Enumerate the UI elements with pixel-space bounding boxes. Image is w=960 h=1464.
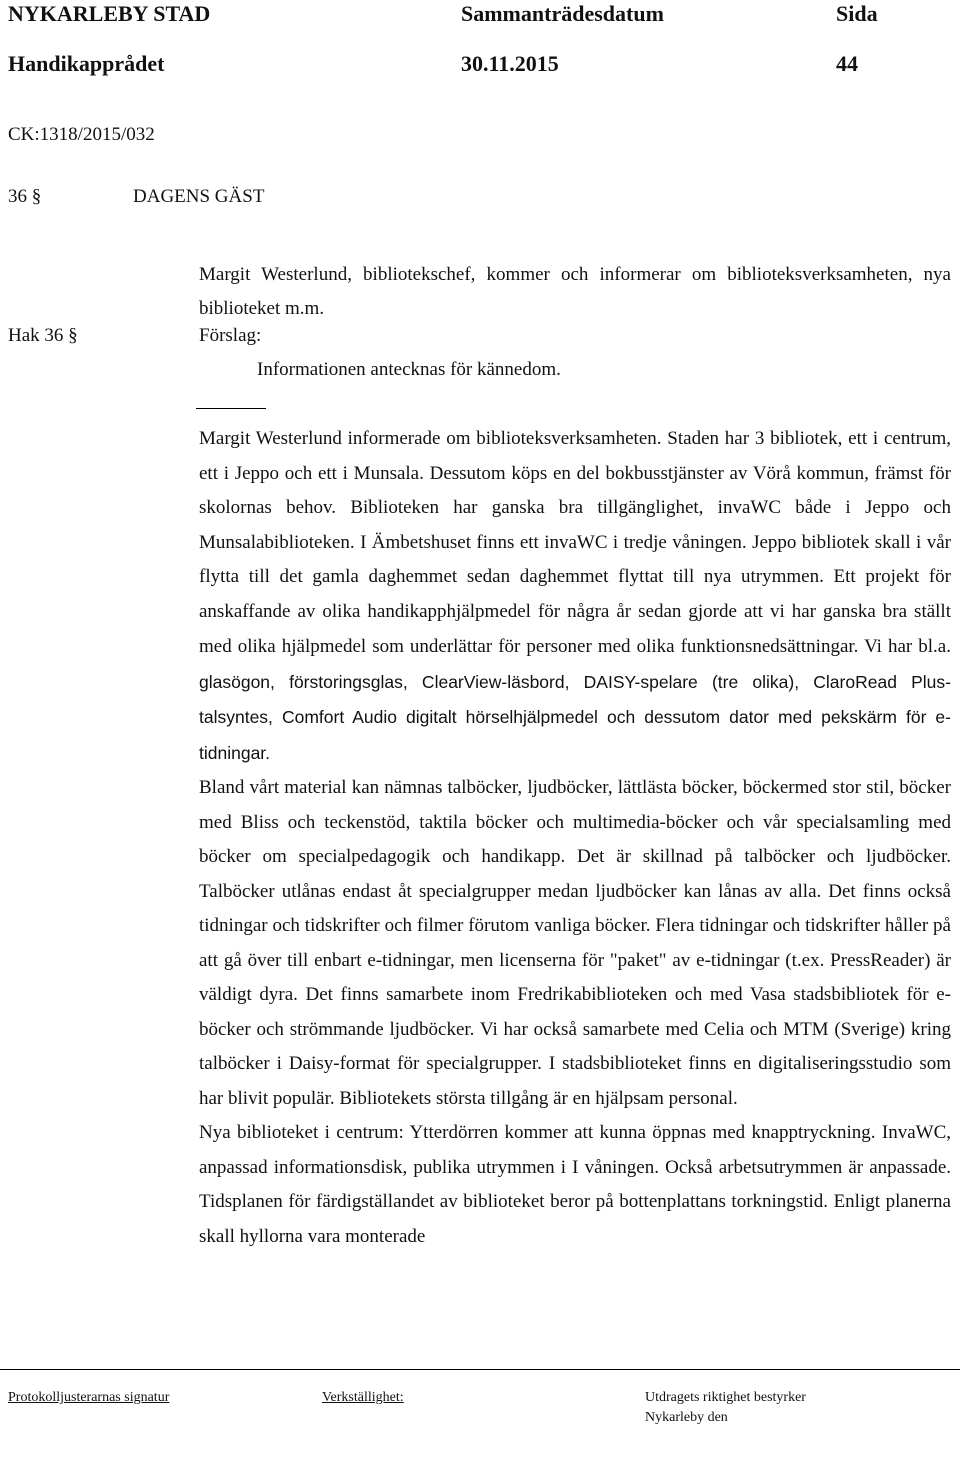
signature-label (8, 1388, 169, 1408)
paragraph-1-sans: glasögon, förstoringsglas, ClearView-läsbord, DAISY-spelare (tre olika), ClaroRead Plus-talsyntes, Comfort Audio digitalt hörselhjälpmedel och dessutom dator med pekskärm för e-tidningar. (199, 671, 951, 763)
certified-label: Utdragets riktighet bestyrker (645, 1390, 806, 1405)
hak-label (8, 324, 78, 348)
execution-label-text: Verkställighet: (322, 1390, 404, 1405)
proposal-text: Informationen antecknas för kännedom. (257, 359, 561, 380)
page-label: Sida (836, 1, 878, 26)
hak-label-text: Hak 36 (8, 325, 64, 346)
signature-label-text: Protokolljusterarnas signatur (8, 1390, 170, 1405)
proposal-label: Förslag: (199, 325, 262, 346)
case-number: CK:1318/2015/032 (8, 124, 155, 145)
paragraph-2: Bland vårt material kan nämnas talböcker, ljudböcker, lättlästa böcker, böckermed stor stil, böcker med Bliss och teckenstöd, taktila böcker och multimedia-böcker och vår specialsamling med böcker om specialpedagogik och handikapp. Det är skillnad på talböcker och ljudböcker. Talböcker utlånas endast åt specialgrupper medan ljudböcker kan lånas av alla. Det finns också tidningar och tidskrifter och filmer förutom vanliga böcker. Flera tidningar och tidskrifter håller på att gå över till enbart e-tidningar, men licenserna för "paket" av e-tidningar (t.ex. PressReader) är väldigt dyra. Det finns samarbete inom Fredrikabiblioteken och med Vasa stadsbibliotek för e-böcker och strömmande ljudböcker. Vi har också samarbete med Celia och MTM (Sverige) kring talböcker i Daisy-format för specialgrupper. I stadsbiblioteket finns en digitaliseringsstudio som har blivit populär. Bibliotekets största tillgång är en hjälpsam personal. (199, 777, 951, 1109)
city-label: Nykarleby den (645, 1410, 728, 1425)
section-number-value: 36 (8, 186, 27, 207)
meeting-date: 30.11.2015 (461, 51, 559, 76)
hak-symbol: § (68, 325, 78, 346)
section-title: DAGENS GÄST (133, 186, 265, 207)
page-number: 44 (836, 51, 858, 76)
minutes-body (199, 422, 951, 1254)
intro-text: Margit Westerlund, bibliotekschef, kommer och informerar om biblioteksverksamheten, nya biblioteket m.m. (199, 264, 951, 319)
separator-line (196, 408, 266, 409)
section-symbol: § (31, 186, 42, 207)
section-number (8, 186, 41, 208)
execution-label (322, 1388, 404, 1408)
paragraph-1-serif: Margit Westerlund informerade om biblioteksverksamheten. Staden har 3 bibliotek, ett i centrum, ett i Jeppo och ett i Munsala. Dessutom köps en del bokbusstjänster av Vörå kommun, främst för skolornas behov. Biblioteken har ganska bra tillgänglighet, invaWC både i Jeppo och Munsalabiblioteken. I Ämbetshuset finns ett invaWC i tredje våningen. Jeppo bibliotek skall i vår flytta till det gamla daghemmet sedan daghemmet flyttat till nya utrymmen. Ett projekt för anskaffande av olika handikapphjälpmedel för några år sedan gjorde att vi har ganska bra ställt med olika hjälpmedel som underlättar för personer med olika funktionsnedsättningar. Vi har bl.a. (199, 428, 951, 657)
footer-rule (0, 1369, 960, 1370)
paragraph-1 (199, 422, 951, 771)
org-name: NYKARLEBY STAD (8, 1, 211, 26)
paragraph-3: Nya biblioteket i centrum: Ytterdörren kommer att kunna öppnas med knapptryckning. InvaWC, anpassad informationsdisk, publika utrymmen i I våningen. Också arbetsutrymmen är anpassade. Tidsplanen för färdigställandet av biblioteket beror på bottenplattans torkningstid. Enligt planerna skall hyllorna vara monterade (199, 1122, 951, 1247)
date-label: Sammanträdesdatum (461, 1, 664, 26)
body-name: Handikapprådet (8, 51, 165, 76)
